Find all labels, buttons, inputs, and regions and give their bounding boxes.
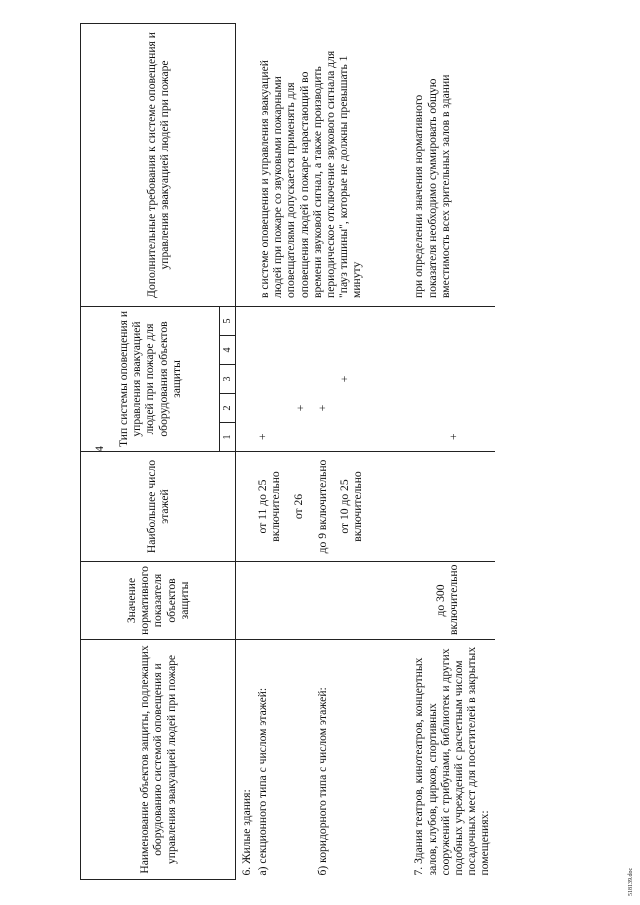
section6-b-label: б) коридорного типа с числом этажей: — [315, 687, 329, 876]
section6-a-label: а) секционного типа с числом этажей: — [256, 687, 270, 876]
section6-title: 6. Жилые здания: — [240, 789, 253, 876]
section6-a-mark-2: + — [292, 404, 307, 412]
section6-b-mark-1: + — [314, 404, 329, 412]
table-row — [409, 23, 494, 879]
section6-extra: в системе оповещения и управления эвакуацией людей при пожаре со звуковыми пожарными оповещателями допускается применять для оповещения людей о пожаре нарастающий во времени звуковой сигнал, а также производить периодическое отключение звукового сигнала для "пауз тишины", которые не должны превышать 1 минуту — [236, 23, 410, 306]
section7-extra: при определении значения нормативного показателя необходимо суммировать общую вместимость всех зрительных залов в здании — [409, 23, 494, 306]
rotated-table-container — [80, 24, 600, 880]
requirements-table — [80, 23, 495, 880]
section7-mark: + — [409, 423, 494, 452]
page-number: 4 — [92, 446, 106, 452]
header-type-4: 4 — [220, 336, 236, 365]
header-name: Наименование объектов защиты, подлежащих оборудованию системой оповещения и управления эвакуацией людей при пожаре — [81, 640, 236, 880]
footer-filename: 518139.doc — [628, 867, 634, 896]
header-value: Значение нормативного показателя объектов защиты — [81, 562, 236, 640]
section6-b-floors-1: до 9 включительно — [310, 452, 332, 562]
section6-b-mark-2: + — [337, 375, 352, 383]
header-type-1: 1 — [220, 423, 236, 452]
header-type-group: Тип системы оповещения и управления эвакуацией людей при пожаре для оборудования объектов защиты — [81, 306, 220, 451]
section7-title: 7. Здания театров, кинотеатров, концертных залов, клубов, цирков, спортивных сооружений с трибунами, библиотек и других подобных учреждений с расчетным числом посадочных мест для посетителей в закрытых помещениях: — [412, 646, 492, 876]
header-floors: Наибольшее число этажей — [81, 452, 236, 562]
section6-a-mark-1: + — [256, 423, 285, 452]
table-body — [236, 23, 495, 879]
section6-a-floors-1: от 11 до 25 включительно — [256, 452, 285, 562]
header-type-5: 5 — [220, 306, 236, 335]
section7-value: до 300 включительно — [409, 562, 494, 640]
section6-a-floors-2: от 26 — [286, 452, 310, 562]
table-header — [81, 23, 236, 879]
header-type-2: 2 — [220, 394, 236, 423]
section6-b-floors-2: от 10 до 25 включительно — [332, 452, 367, 562]
header-extra: Дополнительные требования к системе оповещения и управления эвакуацией людей при пожаре — [81, 23, 236, 306]
header-type-3: 3 — [220, 365, 236, 394]
table-row — [236, 23, 257, 879]
